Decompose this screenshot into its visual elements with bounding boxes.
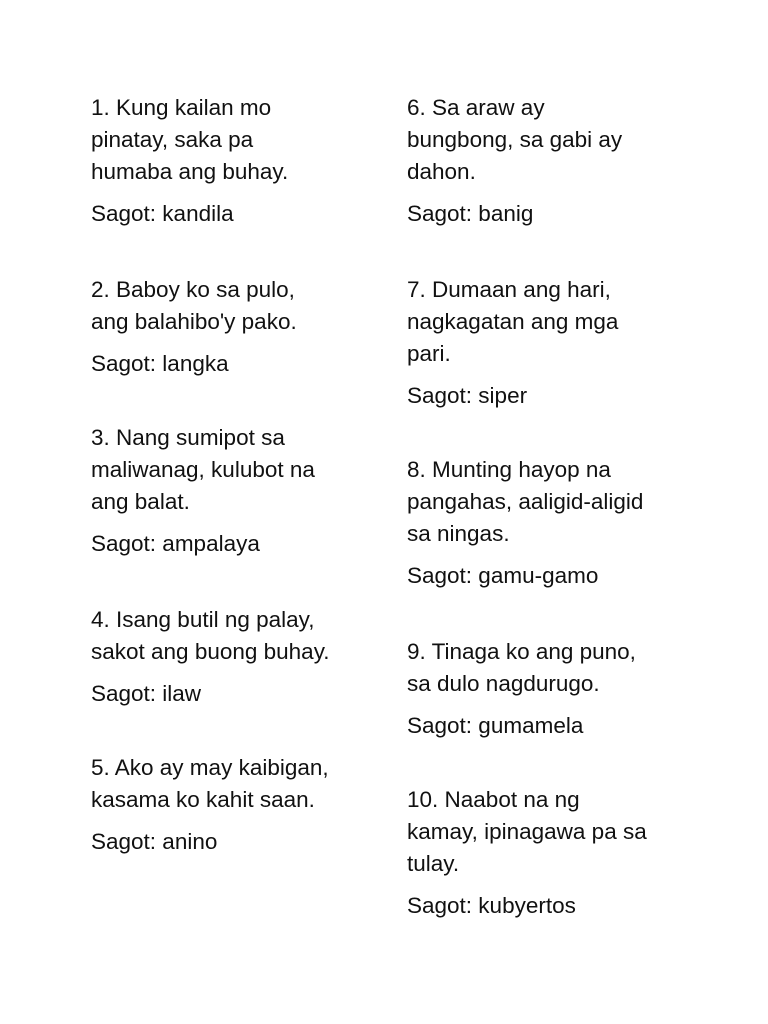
riddle-question: 1. Kung kailan mo pinatay, saka pa humaba ang buhay. bbox=[91, 95, 289, 184]
riddle-item-6 bbox=[407, 92, 707, 230]
riddle-answer: Sagot: gumamela bbox=[407, 713, 584, 738]
riddle-question: 6. Sa araw ay bungbong, sa gabi ay dahon. bbox=[407, 95, 623, 184]
riddle-item-1 bbox=[91, 92, 381, 230]
riddle-item-4 bbox=[91, 604, 381, 710]
riddle-question: 9. Tinaga ko ang puno, sa dulo nagdurugo. bbox=[407, 639, 636, 696]
riddle-answer: Sagot: langka bbox=[91, 351, 229, 376]
riddle-answer: Sagot: anino bbox=[91, 829, 218, 854]
riddle-question: 5. Ako ay may kaibigan, kasama ko kahit saan. bbox=[91, 755, 329, 812]
riddle-answer: Sagot: ampalaya bbox=[91, 531, 260, 556]
riddle-answer: Sagot: ilaw bbox=[91, 681, 202, 706]
riddle-answer: Sagot: gamu-gamo bbox=[407, 563, 599, 588]
riddle-question: 2. Baboy ko sa pulo, ang balahibo'y pako. bbox=[91, 277, 297, 334]
riddle-question: 7. Dumaan ang hari, nagkagatan ang mga pari. bbox=[407, 277, 619, 366]
riddle-item-3 bbox=[91, 422, 381, 560]
riddle-item-7 bbox=[407, 274, 707, 412]
riddle-question: 4. Isang butil ng palay, sakot ang buong buhay. bbox=[91, 607, 330, 664]
riddle-item-9 bbox=[407, 636, 707, 742]
riddle-item-8 bbox=[407, 454, 707, 592]
riddle-item-2 bbox=[91, 274, 381, 380]
riddle-answer: Sagot: kubyertos bbox=[407, 893, 576, 918]
riddle-answer: Sagot: banig bbox=[407, 201, 534, 226]
riddle-answer: Sagot: siper bbox=[407, 383, 528, 408]
riddle-item-5 bbox=[91, 752, 381, 858]
riddle-answer: Sagot: kandila bbox=[91, 201, 234, 226]
riddle-question: 8. Munting hayop na pangahas, aaligid-aligid sa ningas. bbox=[407, 457, 644, 546]
riddle-question: 10. Naabot na ng kamay, ipinagawa pa sa tulay. bbox=[407, 787, 647, 876]
riddle-question: 3. Nang sumipot sa maliwanag, kulubot na ang balat. bbox=[91, 425, 315, 514]
riddle-item-10 bbox=[407, 784, 707, 922]
